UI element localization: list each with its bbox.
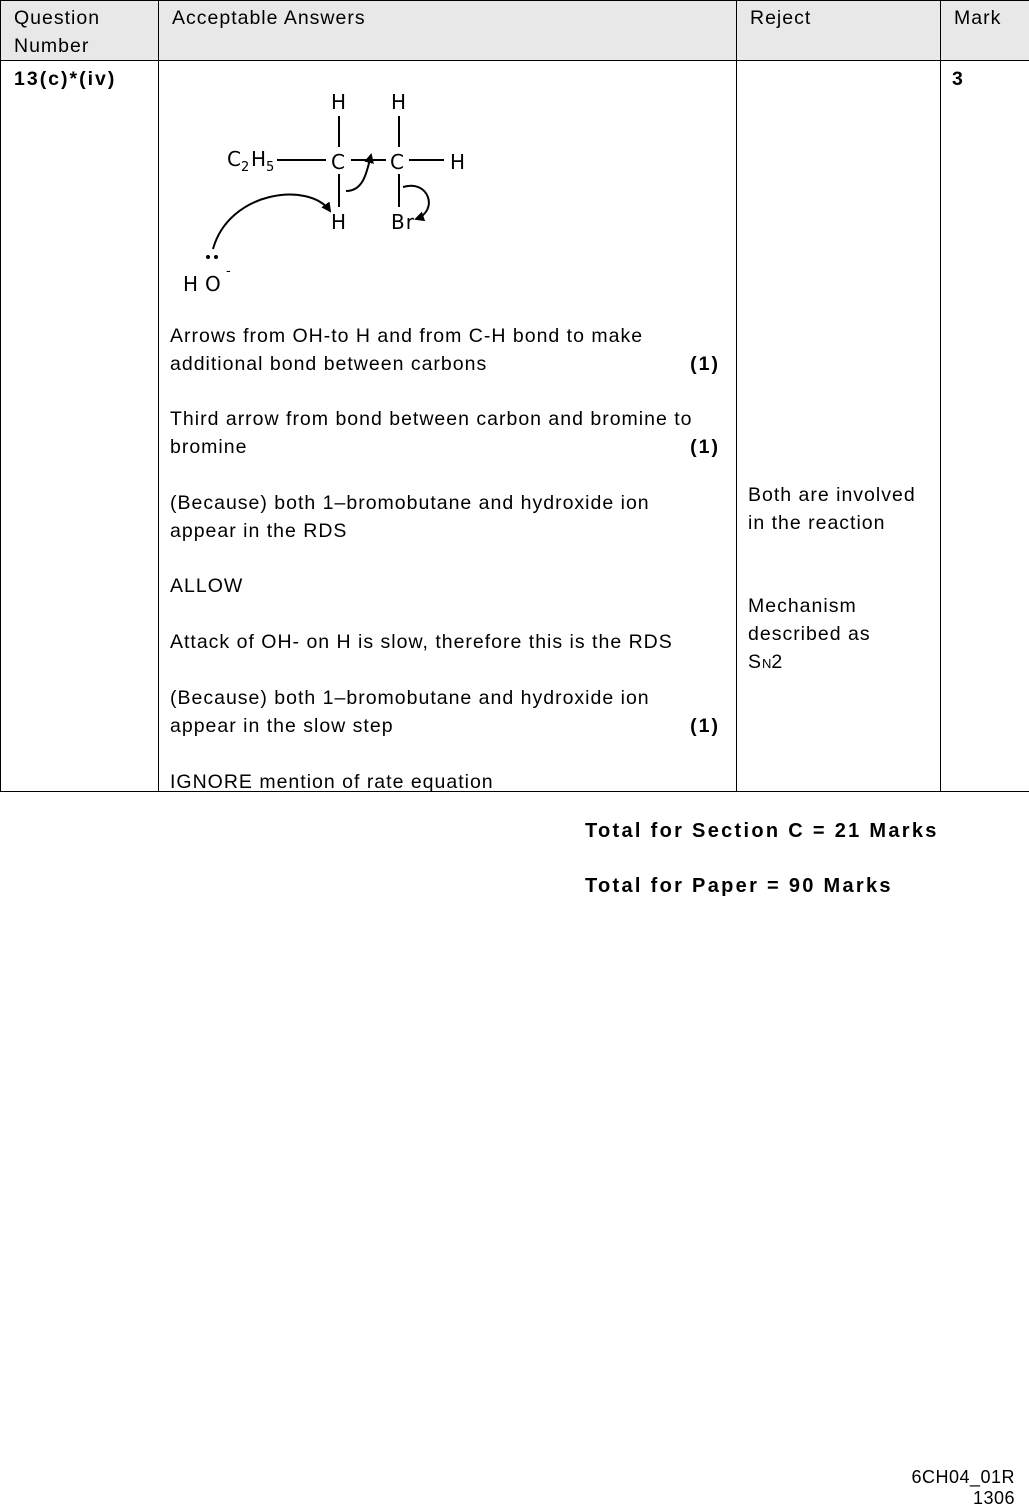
- answer-ignore: IGNORE mention of rate equation: [170, 771, 494, 793]
- table-row: [1, 61, 1029, 792]
- c2h5-sub-5: 5: [266, 160, 276, 175]
- answer-points: (1): [690, 715, 720, 737]
- answers-cell: [159, 61, 737, 792]
- total-paper: Total for Paper = 90 Marks: [585, 875, 893, 897]
- header-acceptable-answers: Acceptable Answers: [159, 1, 737, 61]
- hydrogen-top-2: H: [391, 90, 408, 114]
- table-header-row: [1, 1, 1029, 61]
- answer-paragraph-because: (Because) both 1–bromobutane and hydroxide ion appear in the RDS: [170, 492, 650, 542]
- header-reject: Reject: [737, 1, 941, 61]
- c2h5-sub-2: 2: [241, 160, 251, 175]
- header-mark: Mark: [941, 1, 1029, 61]
- reject-both-involved: Both are involved in the reaction: [748, 484, 916, 534]
- total-section-c: Total for Section C = 21 Marks: [585, 820, 939, 842]
- mechanism-diagram: [159, 61, 735, 311]
- hydrogen-top-1: H: [331, 90, 348, 114]
- answer-allow: ALLOW: [170, 575, 244, 597]
- paper-code: 6CH04_01R: [911, 1467, 1015, 1487]
- hydroxide-h: H: [183, 272, 200, 296]
- hydroxide-o: O: [205, 272, 222, 296]
- answer-paragraph-attack: Attack of OH- on H is slow, therefore this is the RDS: [170, 631, 673, 653]
- header-question-number: Question Number: [1, 1, 159, 61]
- hydrogen-right: H: [450, 150, 467, 174]
- oxygen-lone-pair: [206, 255, 218, 259]
- answer-paragraph-third-arrow: Third arrow from bond between carbon and bromine to bromine (1): [170, 405, 720, 461]
- c2h5-c: C: [227, 147, 242, 171]
- reject-mechanism-sn2: Mechanism described as SN2: [748, 595, 871, 673]
- c2h5-h: H: [251, 147, 268, 171]
- answer-points: (1): [690, 353, 720, 375]
- answer-paragraph-arrows: Arrows from OH-to H and from C-H bond to make additional bond between carbons (1): [170, 322, 720, 378]
- question-number-cell: [1, 61, 159, 792]
- answer-points: (1): [690, 436, 720, 458]
- hydroxide-charge: -: [226, 264, 232, 279]
- carbon-2: C: [390, 150, 405, 174]
- mark-value: 3: [952, 68, 964, 90]
- answer-paragraph-slow-step: (Because) both 1–bromobutane and hydroxide ion appear in the slow step (1): [170, 684, 720, 740]
- bromine: Br: [391, 210, 415, 234]
- hydrogen-bottom: H: [331, 210, 348, 234]
- carbon-1: C: [331, 150, 346, 174]
- mark-cell: [941, 61, 1029, 792]
- page-number: 1306: [972, 1488, 1015, 1508]
- page-footer: [911, 1467, 1015, 1509]
- reject-cell: [737, 61, 941, 792]
- question-number: 13(c)*(iv): [14, 68, 117, 90]
- arrow-hydroxide-to-h: [213, 195, 330, 249]
